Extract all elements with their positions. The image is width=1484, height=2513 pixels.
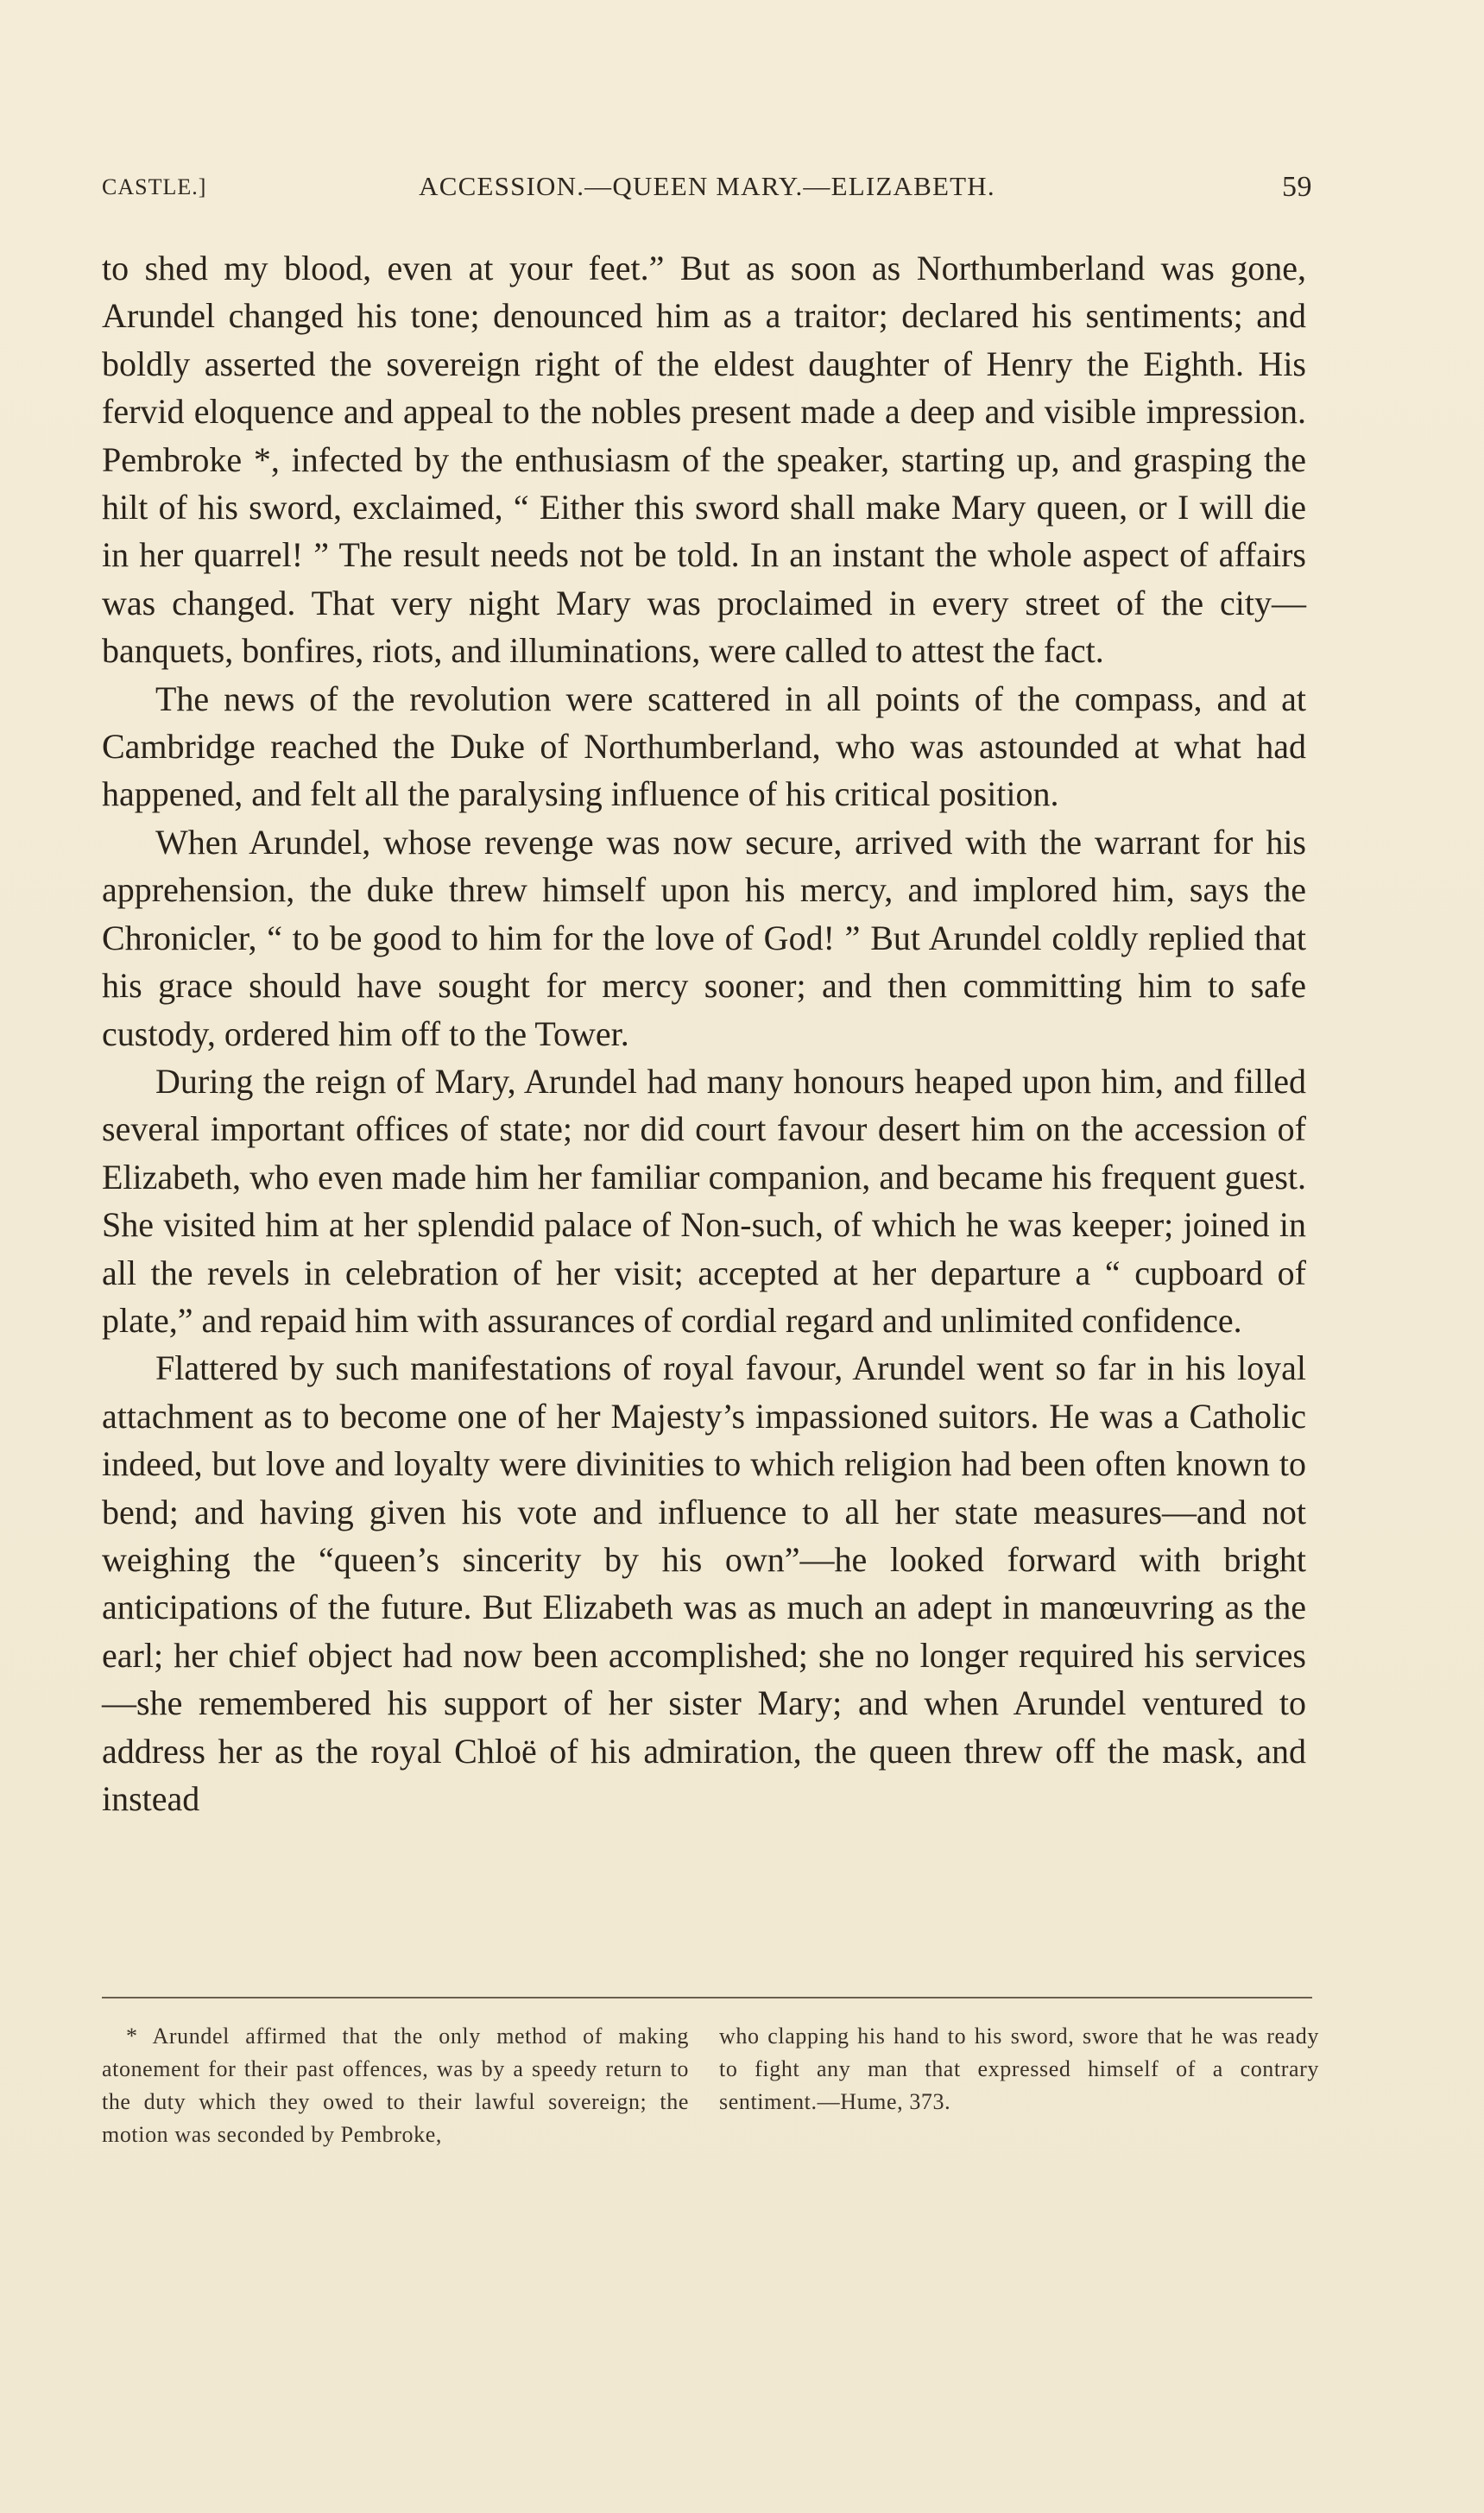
paragraph-4: During the reign of Mary, Arundel had many honours heaped upon him, and filled several important offices of state; nor did court favour desert him on the accession of Elizabeth, who even made him her familiar companion, and became his frequent guest. She visited him at her splendid palace of Non-such, of which he was keeper; joined in all the revels in celebration of her visit; accepted at her departure a “ cupboard of plate,” and repaid him with assurances of cordial regard and unlimited confidence. — [102, 1061, 1306, 1340]
footnote-text-left: * Arundel affirmed that the only method of making atonement for their past offences, was by a speedy return to the duty which they owed to their lawful sovereign; the motion was seconded by Pembroke, — [102, 2024, 689, 2147]
page-number: 59 — [1282, 171, 1312, 203]
paragraph-3: When Arundel, whose revenge was now secure, arrived with the warrant for his apprehension, the duke threw himself upon his mercy, and implored him, says the Chronicler, “ to be good to him for the love of God! ” But Arundel coldly replied that his grace should have sought for mercy sooner; and then committing him to safe custody, ordered him off to the Tower. — [102, 822, 1306, 1053]
body-text — [102, 244, 1306, 1822]
footnote-text-right: who clapping his hand to his sword, swore that he was ready to fight any man that expressed himself of a contrary sentiment.—Hume, 373. — [719, 2024, 1319, 2114]
paragraph-2: The news of the revolution were scattered in all points of the compass, and at Cambridge reached the Duke of Northumberland, who was astounded at what had happened, and felt all the paralysing influence of his critical position. — [102, 679, 1306, 814]
footnote — [102, 2020, 1319, 2151]
paragraph-1: to shed my blood, even at your feet.” But as soon as Northumberland was gone, Arundel changed his tone; denounced him as a traitor; declared his sentiments; and boldly asserted the sovereign right of the eldest daughter of Henry the Eighth. His fervid eloquence and appeal to the nobles present made a deep and visible impression. Pembroke *, infected by the enthusiasm of the speaker, starting up, and grasping the hilt of his sword, exclaimed, “ Either this sword shall make Mary queen, or I will die in her quarrel! ” The result needs not be told. In an instant the whole aspect of affairs was changed. That very night Mary was proclaimed in every street of the city—banquets, bonfires, riots, and illuminations, were called to attest the fact. — [102, 249, 1306, 671]
running-head-title: ACCESSION.—QUEEN MARY.—ELIZABETH. — [419, 171, 995, 201]
running-head — [102, 171, 1312, 214]
footnote-column-left — [102, 2020, 689, 2151]
footnote-divider — [102, 1997, 1312, 1998]
footnote-column-right — [719, 2020, 1319, 2151]
running-head-section: CASTLE.] — [102, 174, 207, 199]
paragraph-5: Flattered by such manifestations of royal favour, Arundel went so far in his loyal attachment as to become one of her Majesty’s impassioned suitors. He was a Catholic indeed, but love and loyalty were divinities to which religion had been often known to bend; and having given his vote and influence to all her state measures—and not weighing the “queen’s sincerity by his own”—he looked forward with bright anticipations of the future. But Elizabeth was as much an adept in manœuvring as the earl; her chief object had now been accomplished; she no longer required his services—she remembered his support of her sister Mary; and when Arundel ventured to address her as the royal Chloë of his admiration, the queen threw off the mask, and instead — [102, 1348, 1306, 1818]
